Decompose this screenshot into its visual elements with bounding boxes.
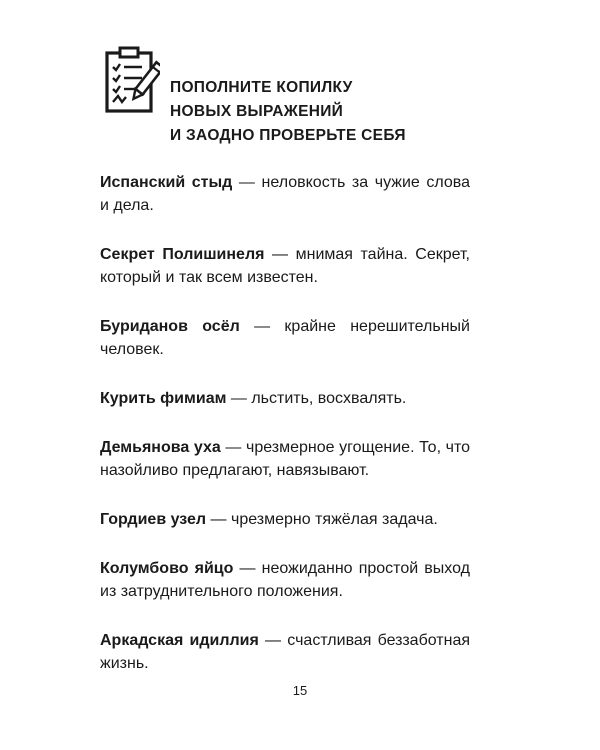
expression-definition: — чрезмерно тяжёлая задача.	[206, 511, 438, 528]
expression-entry	[100, 171, 470, 217]
heading-line: ПОПОЛНИТЕ КОПИЛКУ	[170, 79, 353, 96]
expression-term: Испанский стыд	[100, 174, 233, 191]
page-heading	[170, 76, 406, 148]
expression-term: Аркадская идиллия	[100, 632, 259, 649]
expression-entry	[100, 436, 470, 482]
expression-definition: — крайне нерешительный человек.	[100, 318, 470, 358]
expression-definition: — чрезмерное угощение. То, что назойливо предлагают, навязывают.	[100, 439, 471, 479]
heading-line: НОВЫХ ВЫРАЖЕНИЙ	[170, 103, 344, 120]
expression-entry	[100, 508, 470, 531]
expression-entry	[100, 243, 470, 289]
expression-definition: — неловкость за чужие слова и дела.	[100, 174, 471, 214]
expression-definition: — счастливая беззаботная жизнь.	[100, 632, 471, 672]
expression-definition: — неожиданно простой выход из затруднительного положения.	[100, 560, 471, 600]
expression-term: Секрет Полишинеля	[100, 246, 265, 263]
expression-term: Буриданов осёл	[100, 318, 240, 335]
expression-term: Демьянова уха	[100, 439, 221, 456]
heading-line: И ЗАОДНО ПРОВЕРЬТЕ СЕБЯ	[170, 127, 406, 144]
expression-entry	[100, 557, 470, 603]
expression-entry	[100, 315, 470, 361]
expression-term: Гордиев узел	[100, 511, 207, 528]
clipboard-checklist-icon	[104, 44, 160, 116]
expression-term: Колумбово яйцо	[100, 560, 234, 577]
page-number: 15	[292, 683, 308, 698]
expression-entry	[100, 629, 470, 675]
expression-entry	[100, 387, 470, 410]
expression-definition: — мнимая тайна. Секрет, который и так всем известен.	[100, 246, 471, 286]
expressions-list	[100, 171, 470, 701]
expression-term: Курить фимиам	[100, 390, 227, 407]
expression-definition: — льстить, восхвалять.	[226, 390, 407, 407]
section-header	[104, 44, 524, 154]
